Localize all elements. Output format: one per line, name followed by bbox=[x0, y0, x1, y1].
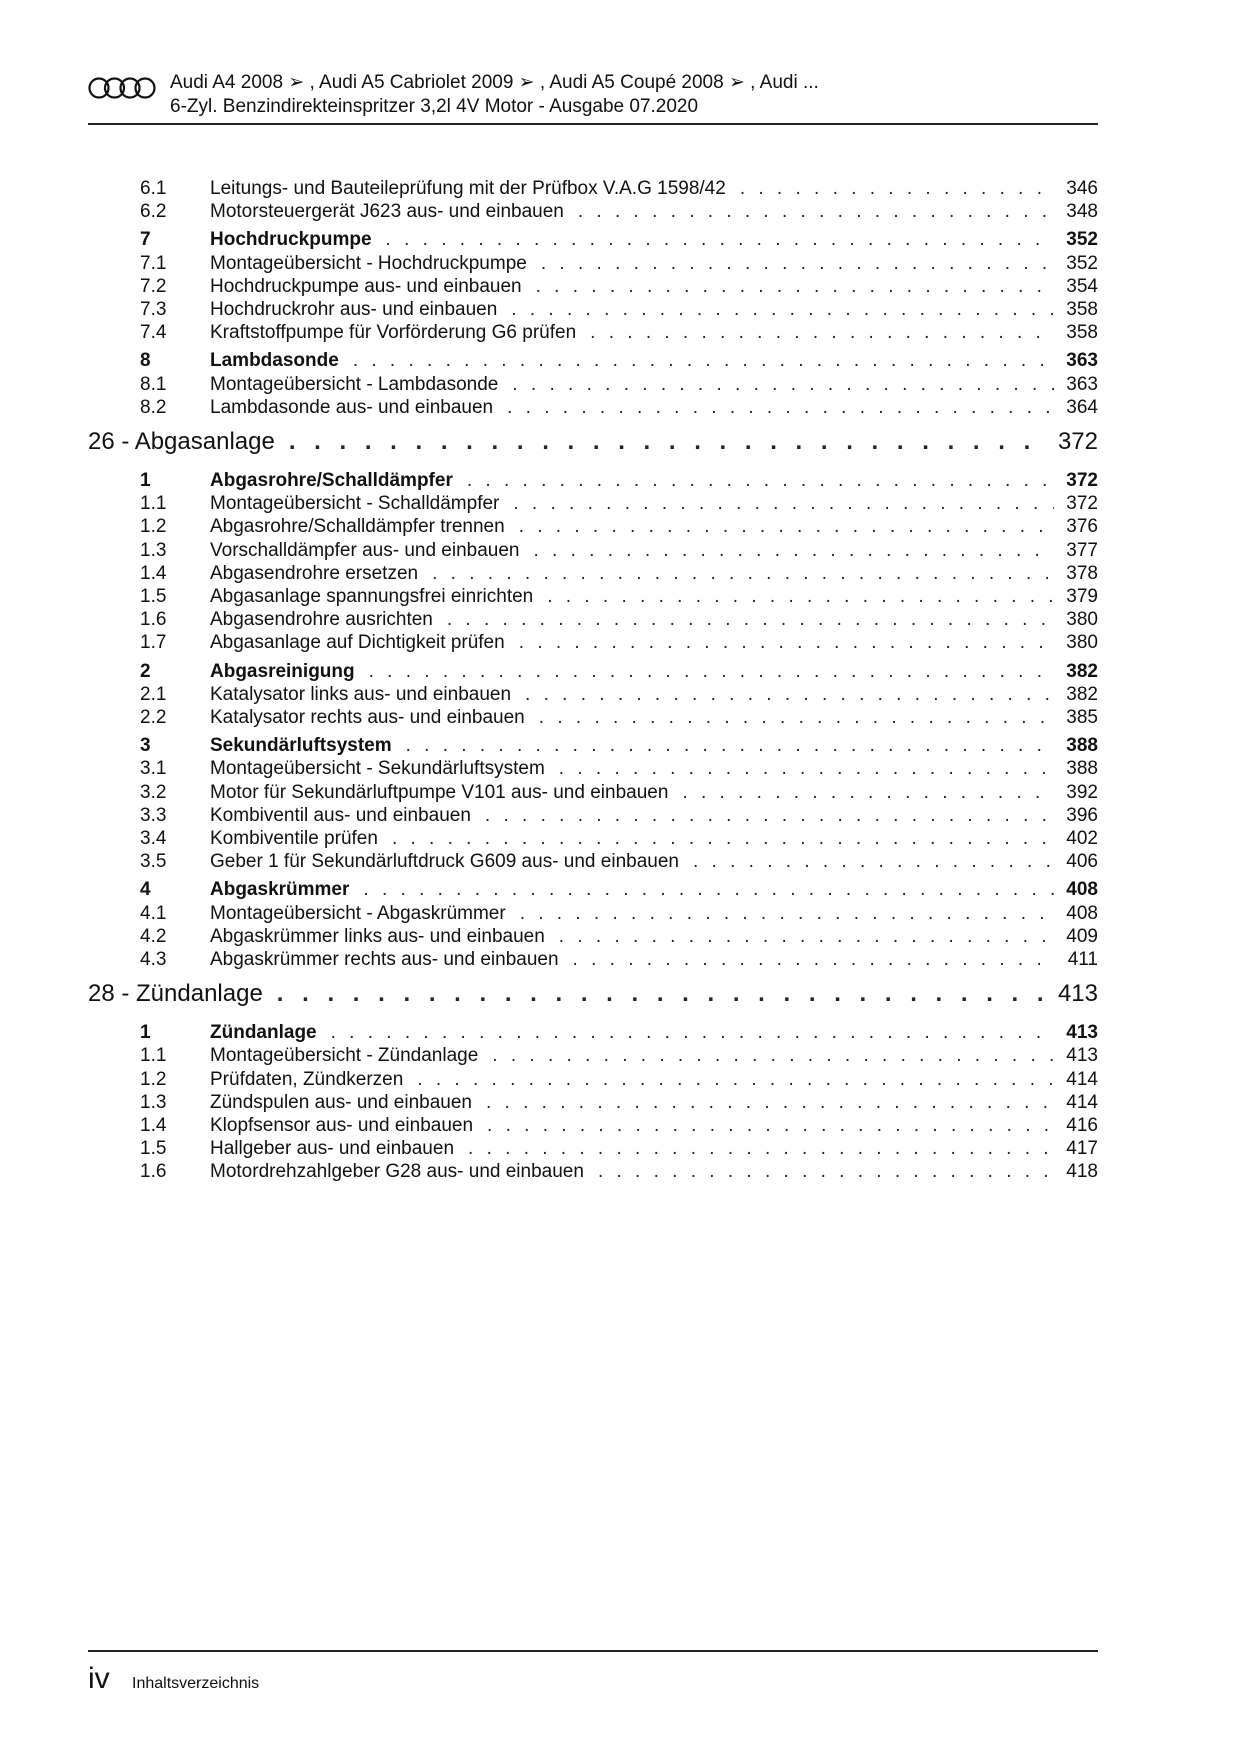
toc-entry-title: Abgasreinigung bbox=[210, 660, 355, 682]
toc-entry-number: 2.1 bbox=[140, 683, 167, 705]
toc-entry-number: 1.3 bbox=[140, 539, 167, 561]
toc-entry-number: 1 bbox=[140, 470, 151, 491]
toc-entry-number: 1.2 bbox=[140, 516, 167, 538]
toc-leader-dots bbox=[520, 903, 1054, 925]
toc-leader-dots bbox=[740, 178, 1054, 200]
footer-rule bbox=[88, 1650, 1098, 1652]
toc-entry[interactable] bbox=[88, 1069, 1098, 1093]
toc-leader-dots bbox=[511, 299, 1054, 321]
toc-entry-title: Montageübersicht - Abgaskrümmer bbox=[210, 902, 506, 924]
toc-entry-title: Lambdasonde aus- und einbauen bbox=[210, 396, 494, 418]
toc-entry-page: 363 bbox=[1066, 373, 1098, 395]
toc-leader-dots bbox=[507, 397, 1054, 419]
toc-entry-title: Motorsteuergerät J623 aus- und einbauen bbox=[210, 201, 564, 223]
toc-leader-dots bbox=[369, 661, 1054, 683]
toc-entry-page: 413 bbox=[1057, 980, 1098, 1008]
toc-entry-page: 346 bbox=[1066, 178, 1098, 199]
toc-entry[interactable] bbox=[88, 758, 1098, 782]
toc-entry-number: 8.2 bbox=[140, 396, 167, 418]
toc-entry[interactable] bbox=[88, 1138, 1098, 1162]
toc-entry-title: Motor für Sekundärluftpumpe V101 aus- und einbauen bbox=[210, 781, 669, 803]
toc-entry-page: 348 bbox=[1066, 201, 1098, 223]
toc-entry-title: Hallgeber aus- und einbauen bbox=[210, 1138, 455, 1160]
toc-leader-dots bbox=[519, 632, 1054, 654]
toc-entry-page: 352 bbox=[1066, 229, 1098, 251]
toc-entry-number: 8.1 bbox=[140, 373, 167, 395]
toc-entry-number: 2.2 bbox=[140, 707, 167, 728]
toc-entry-page: 376 bbox=[1066, 516, 1098, 538]
toc-entry[interactable] bbox=[88, 1161, 1098, 1185]
footer-page-number: iv bbox=[88, 1662, 110, 1695]
toc-entry-title: Abgaskrümmer bbox=[210, 879, 350, 901]
toc-entry-page: 388 bbox=[1066, 735, 1098, 757]
toc-entry-page: 372 bbox=[1066, 470, 1098, 491]
toc-entry-number: 8 bbox=[140, 350, 151, 372]
toc-entry-title: 28 - Zündanlage bbox=[88, 980, 263, 1008]
header-engine-edition: 6-Zyl. Benzindirekteinspritzer 3,2l 4V Motor - Ausgabe 07.2020 bbox=[170, 96, 699, 117]
toc-entry-number: 3.1 bbox=[140, 758, 167, 780]
toc-entry-title: Zündanlage bbox=[210, 1022, 317, 1044]
toc-entry[interactable] bbox=[88, 903, 1098, 927]
header-rule bbox=[88, 123, 1098, 125]
toc-entry-number: 3.2 bbox=[140, 781, 167, 803]
toc-entry-number: 7.3 bbox=[140, 299, 167, 320]
toc-entry-page: 380 bbox=[1066, 609, 1098, 631]
toc-leader-dots bbox=[363, 879, 1054, 901]
toc-section[interactable] bbox=[88, 1022, 1098, 1046]
toc-leader-dots bbox=[353, 350, 1054, 372]
toc-leader-dots bbox=[467, 470, 1054, 492]
toc-entry-page: 378 bbox=[1066, 562, 1098, 584]
toc-entry-title: Montageübersicht - Hochdruckpumpe bbox=[210, 252, 527, 274]
toc-entry-page: 414 bbox=[1066, 1091, 1098, 1113]
toc-entry[interactable] bbox=[88, 586, 1098, 610]
toc-section[interactable] bbox=[88, 350, 1098, 374]
toc-leader-dots bbox=[533, 540, 1054, 562]
toc-entry[interactable] bbox=[88, 374, 1098, 398]
toc-leader-dots bbox=[541, 253, 1054, 275]
toc-entry[interactable] bbox=[88, 397, 1098, 421]
toc-leader-dots bbox=[682, 782, 1054, 804]
toc-entry-number: 6.1 bbox=[140, 178, 167, 199]
toc-leader-dots bbox=[512, 374, 1054, 396]
toc-section[interactable] bbox=[88, 661, 1098, 685]
toc-entry-title: Katalysator rechts aus- und einbauen bbox=[210, 707, 525, 728]
toc-entry-number: 7.4 bbox=[140, 322, 167, 344]
toc-entry-title: Sekundärluftsystem bbox=[210, 735, 392, 757]
toc-entry-page: 379 bbox=[1066, 586, 1098, 607]
toc-leader-dots bbox=[432, 563, 1054, 585]
toc-entry-page: 413 bbox=[1066, 1045, 1098, 1067]
toc-entry-number: 3.5 bbox=[140, 851, 167, 873]
toc-entry[interactable] bbox=[88, 201, 1098, 225]
toc-entry-page: 408 bbox=[1066, 879, 1098, 901]
toc-entry-page: 414 bbox=[1066, 1068, 1098, 1090]
toc-entry-title: Abgasanlage auf Dichtigkeit prüfen bbox=[210, 632, 505, 654]
toc-entry-title: Lambdasonde bbox=[210, 350, 339, 372]
toc-entry-page: 364 bbox=[1066, 396, 1098, 418]
toc-entry-title: Montageübersicht - Zündanlage bbox=[210, 1045, 479, 1067]
toc-entry-page: 377 bbox=[1066, 539, 1098, 561]
toc-entry[interactable] bbox=[88, 1092, 1098, 1116]
toc-entry-title: Abgaskrümmer rechts aus- und einbauen bbox=[210, 949, 559, 970]
toc-entry[interactable] bbox=[88, 926, 1098, 950]
toc-entry[interactable] bbox=[88, 516, 1098, 540]
page-header bbox=[88, 72, 1098, 124]
toc-entry-number: 3 bbox=[140, 735, 151, 757]
toc-entry-page: 408 bbox=[1066, 902, 1098, 924]
toc-entry[interactable] bbox=[88, 632, 1098, 656]
toc-entry-number: 6.2 bbox=[140, 201, 167, 223]
footer-section-label: Inhaltsverzeichnis bbox=[132, 1675, 260, 1692]
toc-entry-title: Motordrehzahlgeber G28 aus- und einbauen bbox=[210, 1161, 584, 1183]
toc-chapter[interactable] bbox=[88, 428, 1098, 458]
toc-entry-number: 7.1 bbox=[140, 252, 167, 274]
toc-entry-page: 372 bbox=[1057, 428, 1098, 455]
toc-entry-page: 358 bbox=[1066, 322, 1098, 344]
toc-entry-page: 402 bbox=[1066, 828, 1098, 849]
toc-entry[interactable] bbox=[88, 540, 1098, 564]
toc-entry-number: 1.2 bbox=[140, 1068, 167, 1090]
toc-entry-number: 1.1 bbox=[140, 493, 167, 515]
toc-entry-title: Hochdruckrohr aus- und einbauen bbox=[210, 299, 498, 320]
toc-entry-title: Hochdruckpumpe bbox=[210, 229, 372, 251]
toc-entry[interactable] bbox=[88, 563, 1098, 587]
toc-entry-title: Montageübersicht - Sekundärluftsystem bbox=[210, 758, 545, 780]
toc-leader-dots bbox=[539, 707, 1054, 729]
toc-leader-dots bbox=[386, 229, 1054, 251]
toc-leader-dots bbox=[513, 493, 1054, 515]
toc-entry-number: 1.5 bbox=[140, 1138, 167, 1160]
toc-entry-title: Abgasrohre/Schalldämpfer bbox=[210, 470, 453, 491]
toc-entry[interactable] bbox=[88, 493, 1098, 517]
toc-entry-page: 392 bbox=[1066, 781, 1098, 803]
toc-entry-title: Kombiventile prüfen bbox=[210, 828, 378, 849]
toc-entry-title: Abgasendrohre ausrichten bbox=[210, 609, 433, 631]
toc-entry-number: 4 bbox=[140, 879, 151, 901]
toc-entry-number: 1 bbox=[140, 1022, 151, 1044]
toc-entry-number: 3.4 bbox=[140, 828, 167, 849]
toc-entry[interactable] bbox=[88, 322, 1098, 346]
toc-entry-page: 385 bbox=[1066, 707, 1098, 728]
toc-entry-number: 7 bbox=[140, 229, 151, 251]
toc-entry-title: Leitungs- und Bauteileprüfung mit der Prüfbox V.A.G 1598/42 bbox=[210, 178, 726, 199]
toc-entry-number: 4.2 bbox=[140, 925, 167, 947]
header-models: Audi A4 2008 ➢ , Audi A5 Cabriolet 2009 ➢ , Audi A5 Coupé 2008 ➢ , Audi ... bbox=[170, 72, 819, 93]
toc-chapter[interactable] bbox=[88, 980, 1098, 1010]
toc-leader-dots bbox=[693, 851, 1054, 873]
toc-leader-dots bbox=[447, 609, 1054, 631]
toc-leader-dots bbox=[487, 1115, 1054, 1137]
toc-entry[interactable] bbox=[88, 1115, 1098, 1139]
toc-entry-number: 1.1 bbox=[140, 1045, 167, 1067]
toc-entry-page: 409 bbox=[1066, 925, 1098, 947]
toc-entry-title: Abgasrohre/Schalldämpfer trennen bbox=[210, 516, 505, 538]
toc-leader-dots bbox=[331, 1022, 1054, 1044]
toc-entry[interactable] bbox=[88, 851, 1098, 875]
toc-entry-number: 1.6 bbox=[140, 609, 167, 631]
toc-leader-dots bbox=[559, 926, 1054, 948]
toc-section[interactable] bbox=[88, 735, 1098, 759]
toc-leader-dots bbox=[485, 805, 1054, 827]
toc-entry-title: Vorschalldämpfer aus- und einbauen bbox=[210, 539, 520, 561]
toc-entry-title: Abgaskrümmer links aus- und einbauen bbox=[210, 925, 545, 947]
toc-entry-title: Montageübersicht - Schalldämpfer bbox=[210, 493, 500, 515]
toc-leader-dots bbox=[486, 1092, 1054, 1114]
toc-entry[interactable] bbox=[88, 178, 1098, 202]
toc-entry-page: 352 bbox=[1066, 252, 1098, 274]
toc-leader-dots bbox=[289, 428, 1048, 456]
toc-entry-title: Hochdruckpumpe aus- und einbauen bbox=[210, 275, 522, 297]
toc-entry[interactable] bbox=[88, 949, 1098, 973]
toc-entry-title: Prüfdaten, Zündkerzen bbox=[210, 1068, 404, 1090]
audi-rings-logo bbox=[88, 76, 156, 100]
toc-entry-page: 382 bbox=[1066, 683, 1098, 705]
toc-leader-dots bbox=[417, 1069, 1054, 1091]
toc-entry-number: 4.3 bbox=[140, 949, 167, 970]
toc-entry-title: 26 - Abgasanlage bbox=[88, 428, 275, 455]
toc-entry-title: Abgasanlage spannungsfrei einrichten bbox=[210, 586, 534, 607]
toc-entry-page: 363 bbox=[1066, 350, 1098, 372]
toc-entry-number: 1.3 bbox=[140, 1091, 167, 1113]
toc-entry[interactable] bbox=[88, 805, 1098, 829]
toc-entry-number: 1.4 bbox=[140, 1115, 167, 1136]
toc-entry[interactable] bbox=[88, 253, 1098, 277]
toc-entry-page: 413 bbox=[1066, 1022, 1098, 1044]
toc-entry[interactable] bbox=[88, 782, 1098, 806]
toc-entry[interactable] bbox=[88, 707, 1098, 731]
toc-entry-number: 1.5 bbox=[140, 586, 167, 607]
toc-section[interactable] bbox=[88, 879, 1098, 903]
toc-leader-dots bbox=[573, 949, 1054, 971]
toc-entry-title: Geber 1 für Sekundärluftdruck G609 aus- und einbauen bbox=[210, 851, 679, 873]
toc-leader-dots bbox=[492, 1045, 1054, 1067]
toc-entry-title: Zündspulen aus- und einbauen bbox=[210, 1091, 472, 1113]
toc-entry-page: 418 bbox=[1066, 1161, 1098, 1183]
toc-entry-title: Abgasendrohre ersetzen bbox=[210, 562, 419, 584]
toc-entry[interactable] bbox=[88, 1045, 1098, 1069]
toc-leader-dots bbox=[468, 1138, 1054, 1160]
toc-entry-page: 354 bbox=[1066, 275, 1098, 297]
toc-leader-dots bbox=[559, 758, 1054, 780]
toc-leader-dots bbox=[406, 735, 1054, 757]
toc-entry-number: 2 bbox=[140, 660, 151, 682]
toc-entry-title: Kraftstoffpumpe für Vorförderung G6 prüfen bbox=[210, 322, 577, 344]
toc-entry-number: 1.7 bbox=[140, 632, 167, 654]
toc-section[interactable] bbox=[88, 229, 1098, 253]
toc-entry[interactable] bbox=[88, 684, 1098, 708]
toc-entry-number: 7.2 bbox=[140, 275, 167, 297]
toc-entry-title: Katalysator links aus- und einbauen bbox=[210, 683, 512, 705]
toc-entry-page: 411 bbox=[1067, 949, 1098, 970]
toc-entry-page: 396 bbox=[1066, 804, 1098, 826]
toc-leader-dots bbox=[519, 516, 1054, 538]
toc-entry-page: 372 bbox=[1066, 493, 1098, 515]
toc-entry-title: Montageübersicht - Lambdasonde bbox=[210, 373, 499, 395]
toc-entry-number: 1.4 bbox=[140, 562, 167, 584]
toc-entry-title: Klopfsensor aus- und einbauen bbox=[210, 1115, 474, 1136]
toc-entry-page: 358 bbox=[1066, 299, 1098, 320]
toc-entry-number: 4.1 bbox=[140, 902, 167, 924]
toc-section[interactable] bbox=[88, 470, 1098, 494]
toc-leader-dots bbox=[598, 1161, 1054, 1183]
toc-entry-page: 406 bbox=[1066, 851, 1098, 873]
toc-entry[interactable] bbox=[88, 276, 1098, 300]
toc-entry[interactable] bbox=[88, 299, 1098, 323]
toc-entry-number: 3.3 bbox=[140, 804, 167, 826]
toc-entry-title: Kombiventil aus- und einbauen bbox=[210, 804, 471, 826]
toc-leader-dots bbox=[547, 586, 1054, 608]
toc-leader-dots bbox=[578, 201, 1054, 223]
toc-entry-page: 388 bbox=[1066, 758, 1098, 780]
toc-entry-page: 417 bbox=[1066, 1138, 1098, 1160]
toc-entry-number: 1.6 bbox=[140, 1161, 167, 1183]
toc-entry-page: 382 bbox=[1066, 660, 1098, 682]
toc-entry-page: 416 bbox=[1066, 1115, 1098, 1136]
toc-entry-page: 380 bbox=[1066, 632, 1098, 654]
toc-leader-dots bbox=[536, 276, 1054, 298]
toc-leader-dots bbox=[590, 322, 1054, 344]
toc-leader-dots bbox=[525, 684, 1054, 706]
toc-leader-dots bbox=[392, 828, 1054, 850]
toc-entry[interactable] bbox=[88, 609, 1098, 633]
toc-entry[interactable] bbox=[88, 828, 1098, 852]
toc-leader-dots bbox=[277, 980, 1048, 1008]
